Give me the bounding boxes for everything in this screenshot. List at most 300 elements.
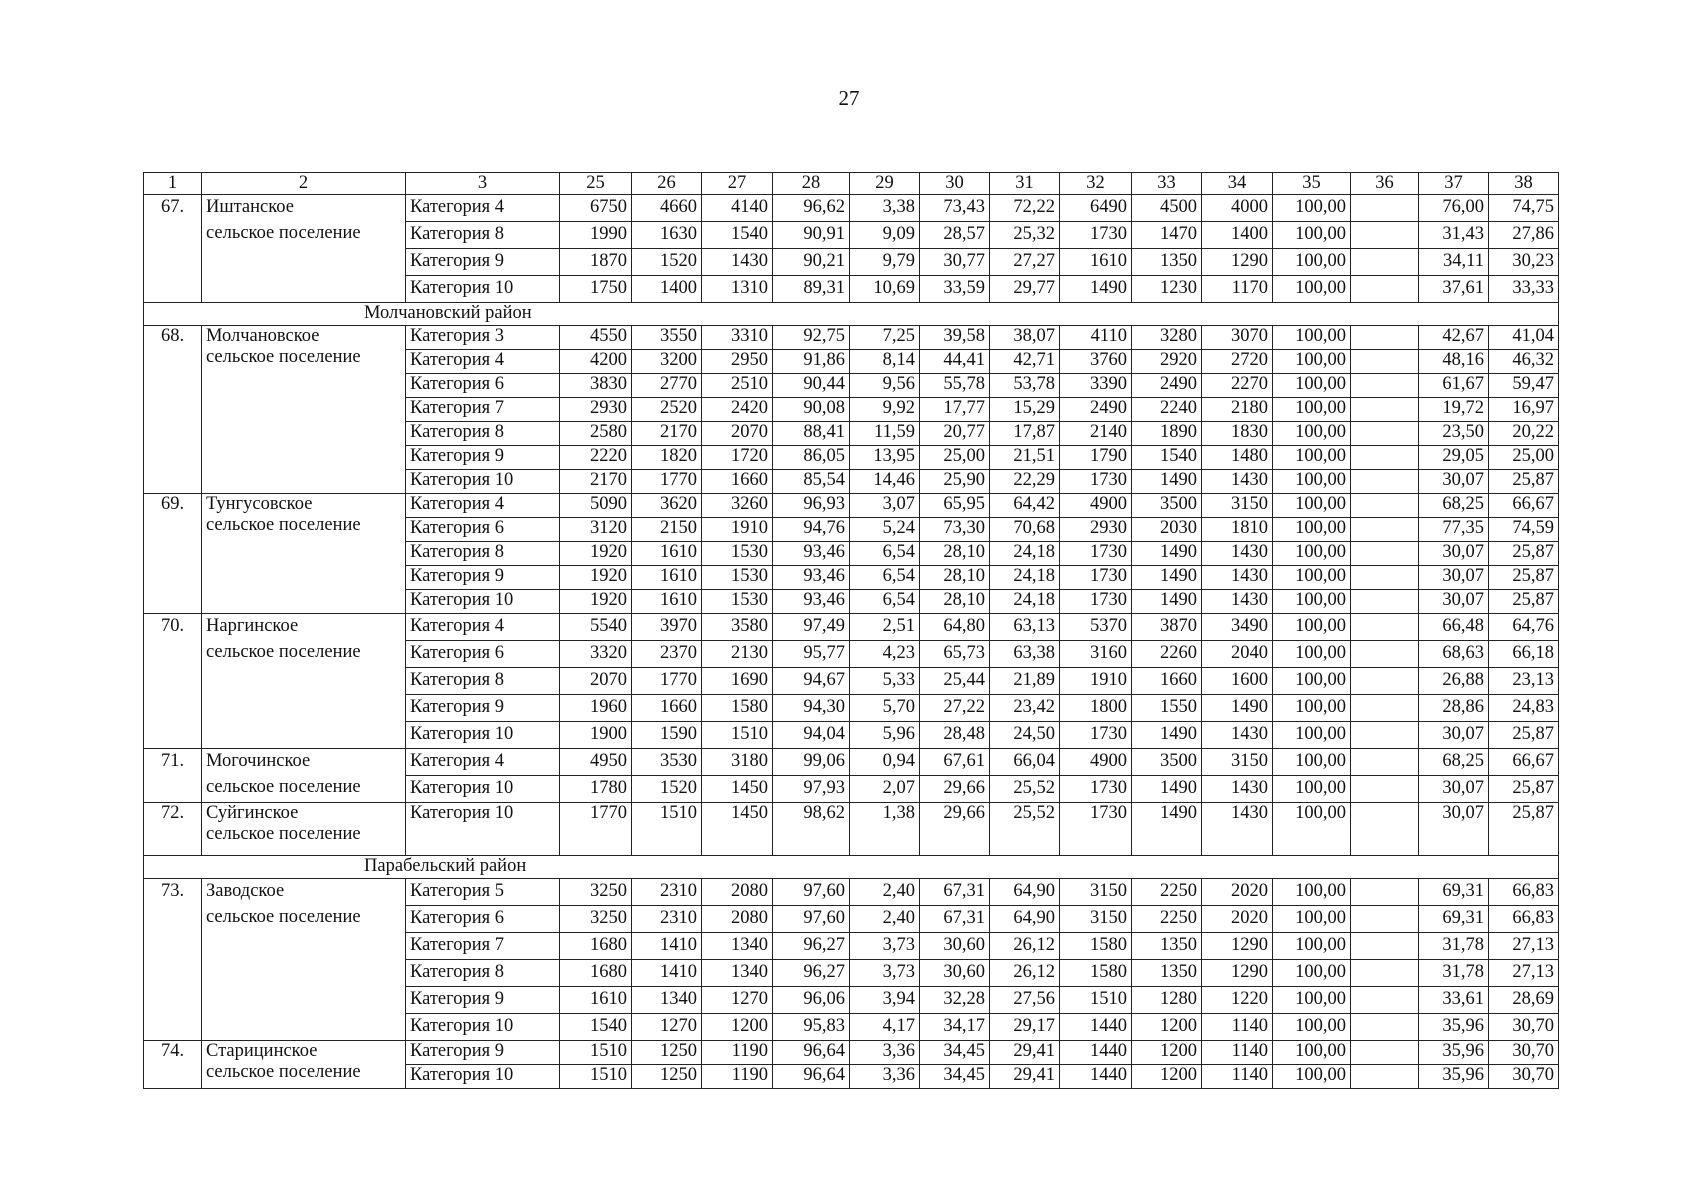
table-row	[144, 803, 1559, 856]
value-cell: 2070	[702, 422, 773, 446]
value-cell: 1140	[1202, 1014, 1273, 1041]
value-cell: 3550	[632, 326, 702, 350]
value-cell: 3280	[1132, 326, 1202, 350]
value-cell: 5,24	[850, 518, 920, 542]
category-cell: Категория 6	[406, 374, 560, 398]
value-cell: 30,07	[1419, 566, 1489, 590]
row-number: 73.	[144, 879, 202, 1041]
value-cell: 66,48	[1419, 614, 1489, 641]
value-cell: 94,30	[773, 695, 850, 722]
value-cell: 6,54	[850, 590, 920, 614]
value-cell: 3,36	[850, 1041, 920, 1065]
value-cell: 2950	[702, 350, 773, 374]
value-cell: 1280	[1132, 987, 1202, 1014]
value-cell: 29,41	[990, 1041, 1060, 1065]
value-cell: 68,25	[1419, 749, 1489, 776]
category-cell: Категория 10	[406, 470, 560, 494]
value-cell: 1450	[702, 803, 773, 856]
value-cell: 96,27	[773, 960, 850, 987]
value-cell: 3970	[632, 614, 702, 641]
category-cell: Категория 10	[406, 803, 560, 856]
value-cell: 55,78	[920, 374, 990, 398]
value-cell: 5,33	[850, 668, 920, 695]
value-cell: 1900	[560, 722, 632, 749]
value-cell: 1350	[1132, 933, 1202, 960]
value-cell: 100,00	[1273, 350, 1351, 374]
value-cell	[1351, 987, 1419, 1014]
value-cell: 2370	[632, 641, 702, 668]
value-cell: 1480	[1202, 446, 1273, 470]
value-cell: 70,68	[990, 518, 1060, 542]
value-cell: 96,06	[773, 987, 850, 1014]
value-cell: 3180	[702, 749, 773, 776]
category-cell: Категория 8	[406, 222, 560, 249]
value-cell: 41,04	[1489, 326, 1559, 350]
value-cell: 66,67	[1489, 494, 1559, 518]
value-cell: 25,87	[1489, 470, 1559, 494]
value-cell	[1351, 195, 1419, 222]
value-cell: 2130	[702, 641, 773, 668]
value-cell: 2040	[1202, 641, 1273, 668]
value-cell: 30,07	[1419, 470, 1489, 494]
value-cell: 1430	[1202, 776, 1273, 803]
value-cell: 1830	[1202, 422, 1273, 446]
value-cell: 23,50	[1419, 422, 1489, 446]
value-cell: 100,00	[1273, 518, 1351, 542]
table-row	[144, 494, 1559, 518]
value-cell: 100,00	[1273, 542, 1351, 566]
value-cell: 1680	[560, 960, 632, 987]
value-cell: 61,67	[1419, 374, 1489, 398]
value-cell: 1600	[1202, 668, 1273, 695]
value-cell: 24,50	[990, 722, 1060, 749]
value-cell: 1430	[1202, 590, 1273, 614]
value-cell: 28,69	[1489, 987, 1559, 1014]
value-cell: 94,67	[773, 668, 850, 695]
value-cell	[1351, 494, 1419, 518]
value-cell: 1610	[560, 987, 632, 1014]
value-cell: 32,28	[920, 987, 990, 1014]
value-cell: 27,56	[990, 987, 1060, 1014]
value-cell: 1540	[702, 222, 773, 249]
value-cell: 28,86	[1419, 695, 1489, 722]
value-cell: 25,00	[920, 446, 990, 470]
value-cell: 3530	[632, 749, 702, 776]
value-cell: 13,95	[850, 446, 920, 470]
value-cell: 2720	[1202, 350, 1273, 374]
value-cell: 1510	[560, 1065, 632, 1089]
settlement-name	[202, 879, 406, 1041]
value-cell: 72,22	[990, 195, 1060, 222]
settlement-title: Суйгинское	[206, 803, 299, 823]
value-cell: 96,62	[773, 195, 850, 222]
value-cell: 67,31	[920, 879, 990, 906]
value-cell: 3250	[560, 906, 632, 933]
value-cell: 2070	[560, 668, 632, 695]
value-cell: 28,10	[920, 566, 990, 590]
value-cell: 25,90	[920, 470, 990, 494]
value-cell	[1351, 518, 1419, 542]
value-cell: 39,58	[920, 326, 990, 350]
settlement-name	[202, 803, 406, 856]
value-cell: 1430	[1202, 470, 1273, 494]
value-cell: 2020	[1202, 879, 1273, 906]
row-number: 67.	[144, 195, 202, 303]
value-cell: 1140	[1202, 1065, 1273, 1089]
value-cell: 64,42	[990, 494, 1060, 518]
column-header: 34	[1202, 173, 1273, 195]
value-cell: 29,66	[920, 803, 990, 856]
value-cell: 1690	[702, 668, 773, 695]
value-cell: 30,70	[1489, 1041, 1559, 1065]
value-cell: 67,61	[920, 749, 990, 776]
value-cell: 29,05	[1419, 446, 1489, 470]
value-cell: 64,90	[990, 906, 1060, 933]
value-cell: 96,93	[773, 494, 850, 518]
category-cell: Категория 4	[406, 350, 560, 374]
value-cell: 2030	[1132, 518, 1202, 542]
column-header: 3	[406, 173, 560, 195]
category-cell: Категория 9	[406, 446, 560, 470]
value-cell: 85,54	[773, 470, 850, 494]
row-number: 70.	[144, 614, 202, 749]
table-row	[144, 195, 1559, 222]
value-cell: 31,43	[1419, 222, 1489, 249]
value-cell: 1920	[560, 542, 632, 566]
value-cell: 2150	[632, 518, 702, 542]
value-cell: 1290	[1202, 933, 1273, 960]
value-cell: 100,00	[1273, 933, 1351, 960]
value-cell: 1140	[1202, 1041, 1273, 1065]
category-cell: Категория 10	[406, 276, 560, 303]
value-cell: 1430	[702, 249, 773, 276]
value-cell: 9,09	[850, 222, 920, 249]
value-cell: 27,86	[1489, 222, 1559, 249]
value-cell: 3250	[560, 879, 632, 906]
category-cell: Категория 6	[406, 641, 560, 668]
value-cell: 27,13	[1489, 960, 1559, 987]
value-cell: 0,94	[850, 749, 920, 776]
value-cell: 8,14	[850, 350, 920, 374]
value-cell	[1351, 879, 1419, 906]
value-cell	[1351, 749, 1419, 776]
value-cell: 17,87	[990, 422, 1060, 446]
settlement-type: сельское поселение	[206, 1062, 361, 1082]
value-cell	[1351, 249, 1419, 276]
value-cell: 1730	[1060, 222, 1132, 249]
value-cell: 1590	[632, 722, 702, 749]
settlement-type: сельское поселение	[206, 907, 361, 927]
value-cell: 1530	[702, 590, 773, 614]
value-cell: 100,00	[1273, 695, 1351, 722]
value-cell: 97,60	[773, 879, 850, 906]
page-number: 27	[838, 86, 860, 110]
value-cell: 100,00	[1273, 494, 1351, 518]
value-cell: 3500	[1132, 494, 1202, 518]
value-cell: 64,80	[920, 614, 990, 641]
value-cell: 35,96	[1419, 1041, 1489, 1065]
value-cell: 4660	[632, 195, 702, 222]
table-row	[144, 614, 1559, 641]
category-cell: Категория 9	[406, 249, 560, 276]
table-row	[144, 879, 1559, 906]
value-cell	[1351, 933, 1419, 960]
value-cell: 25,87	[1489, 590, 1559, 614]
value-cell: 1920	[560, 566, 632, 590]
category-cell: Категория 8	[406, 542, 560, 566]
value-cell: 3260	[702, 494, 773, 518]
value-cell: 30,70	[1489, 1065, 1559, 1089]
value-cell: 4,17	[850, 1014, 920, 1041]
value-cell: 23,42	[990, 695, 1060, 722]
value-cell: 1200	[702, 1014, 773, 1041]
value-cell: 30,07	[1419, 776, 1489, 803]
value-cell: 3310	[702, 326, 773, 350]
column-header: 38	[1489, 173, 1559, 195]
value-cell: 97,93	[773, 776, 850, 803]
value-cell: 42,67	[1419, 326, 1489, 350]
value-cell: 1430	[1202, 566, 1273, 590]
settlement-title: Наргинское	[206, 616, 299, 636]
value-cell: 1270	[632, 1014, 702, 1041]
value-cell: 6490	[1060, 195, 1132, 222]
value-cell: 1250	[632, 1041, 702, 1065]
value-cell: 1490	[1132, 776, 1202, 803]
value-cell: 2020	[1202, 906, 1273, 933]
value-cell: 3,73	[850, 933, 920, 960]
value-cell: 11,59	[850, 422, 920, 446]
value-cell: 2170	[560, 470, 632, 494]
column-header: 26	[632, 173, 702, 195]
value-cell: 6750	[560, 195, 632, 222]
value-cell: 27,27	[990, 249, 1060, 276]
value-cell: 1430	[1202, 542, 1273, 566]
value-cell: 96,64	[773, 1041, 850, 1065]
value-cell: 3,73	[850, 960, 920, 987]
value-cell: 3150	[1202, 494, 1273, 518]
value-cell: 1350	[1132, 960, 1202, 987]
value-cell: 42,71	[990, 350, 1060, 374]
data-table	[143, 172, 1559, 1089]
value-cell	[1351, 1014, 1419, 1041]
settlement-title: Молчановское	[206, 326, 320, 346]
value-cell: 69,31	[1419, 906, 1489, 933]
value-cell: 5370	[1060, 614, 1132, 641]
value-cell: 29,66	[920, 776, 990, 803]
value-cell: 28,10	[920, 542, 990, 566]
value-cell: 4200	[560, 350, 632, 374]
value-cell: 100,00	[1273, 1014, 1351, 1041]
value-cell: 22,29	[990, 470, 1060, 494]
value-cell: 2310	[632, 879, 702, 906]
row-number: 71.	[144, 749, 202, 803]
column-header: 35	[1273, 173, 1351, 195]
district-row	[144, 303, 1559, 326]
value-cell: 1440	[1060, 1065, 1132, 1089]
settlement-name	[202, 749, 406, 803]
value-cell: 1790	[1060, 446, 1132, 470]
value-cell: 100,00	[1273, 803, 1351, 856]
category-cell: Категория 8	[406, 960, 560, 987]
value-cell: 90,21	[773, 249, 850, 276]
value-cell: 7,25	[850, 326, 920, 350]
district-name: Молчановский район	[144, 303, 1559, 326]
value-cell: 100,00	[1273, 776, 1351, 803]
settlement-name	[202, 614, 406, 749]
column-header: 29	[850, 173, 920, 195]
value-cell: 25,87	[1489, 542, 1559, 566]
value-cell: 1720	[702, 446, 773, 470]
value-cell: 2580	[560, 422, 632, 446]
value-cell: 1490	[1132, 590, 1202, 614]
value-cell: 1170	[1202, 276, 1273, 303]
category-cell: Категория 8	[406, 668, 560, 695]
value-cell: 1610	[1060, 249, 1132, 276]
category-cell: Категория 9	[406, 695, 560, 722]
column-header: 27	[702, 173, 773, 195]
value-cell	[1351, 803, 1419, 856]
value-cell: 9,92	[850, 398, 920, 422]
category-cell: Категория 4	[406, 494, 560, 518]
value-cell: 100,00	[1273, 446, 1351, 470]
value-cell: 59,47	[1489, 374, 1559, 398]
value-cell: 3200	[632, 350, 702, 374]
value-cell: 100,00	[1273, 276, 1351, 303]
value-cell: 100,00	[1273, 722, 1351, 749]
value-cell: 4,23	[850, 641, 920, 668]
value-cell: 4550	[560, 326, 632, 350]
settlement-type: сельское поселение	[206, 223, 361, 243]
value-cell: 1770	[632, 470, 702, 494]
value-cell: 1490	[1132, 542, 1202, 566]
value-cell: 30,23	[1489, 249, 1559, 276]
value-cell: 65,73	[920, 641, 990, 668]
value-cell: 1770	[632, 668, 702, 695]
value-cell: 46,32	[1489, 350, 1559, 374]
value-cell: 1250	[632, 1065, 702, 1089]
value-cell: 4110	[1060, 326, 1132, 350]
value-cell: 34,11	[1419, 249, 1489, 276]
value-cell: 1220	[1202, 987, 1273, 1014]
column-header: 37	[1419, 173, 1489, 195]
value-cell: 100,00	[1273, 566, 1351, 590]
value-cell: 89,31	[773, 276, 850, 303]
district-row	[144, 856, 1559, 879]
value-cell: 3150	[1060, 879, 1132, 906]
row-number: 74.	[144, 1041, 202, 1089]
value-cell: 90,44	[773, 374, 850, 398]
value-cell	[1351, 1065, 1419, 1089]
value-cell: 1430	[1202, 803, 1273, 856]
column-header: 2	[202, 173, 406, 195]
value-cell	[1351, 960, 1419, 987]
value-cell: 1780	[560, 776, 632, 803]
value-cell: 1410	[632, 933, 702, 960]
value-cell: 6,54	[850, 566, 920, 590]
value-cell	[1351, 446, 1419, 470]
value-cell: 64,76	[1489, 614, 1559, 641]
value-cell: 38,07	[990, 326, 1060, 350]
category-cell: Категория 3	[406, 326, 560, 350]
value-cell: 100,00	[1273, 590, 1351, 614]
column-header: 31	[990, 173, 1060, 195]
value-cell: 69,31	[1419, 879, 1489, 906]
value-cell: 66,83	[1489, 906, 1559, 933]
value-cell: 4000	[1202, 195, 1273, 222]
value-cell	[1351, 1041, 1419, 1065]
category-cell: Категория 10	[406, 776, 560, 803]
value-cell: 25,87	[1489, 803, 1559, 856]
value-cell: 94,76	[773, 518, 850, 542]
value-cell: 68,63	[1419, 641, 1489, 668]
column-header: 36	[1351, 173, 1419, 195]
settlement-name	[202, 326, 406, 494]
value-cell: 66,67	[1489, 749, 1559, 776]
settlement-type: сельское поселение	[206, 824, 361, 844]
settlement-title: Могочинское	[206, 751, 311, 771]
settlement-title: Тунгусовское	[206, 494, 313, 514]
value-cell: 1660	[702, 470, 773, 494]
value-cell: 4900	[1060, 749, 1132, 776]
value-cell: 3150	[1202, 749, 1273, 776]
value-cell: 2310	[632, 906, 702, 933]
value-cell: 1340	[702, 933, 773, 960]
settlement-title: Заводское	[206, 881, 285, 901]
value-cell: 100,00	[1273, 222, 1351, 249]
value-cell: 86,05	[773, 446, 850, 470]
value-cell: 100,00	[1273, 1041, 1351, 1065]
value-cell: 66,18	[1489, 641, 1559, 668]
value-cell: 34,45	[920, 1041, 990, 1065]
value-cell	[1351, 350, 1419, 374]
value-cell: 99,06	[773, 749, 850, 776]
value-cell: 74,75	[1489, 195, 1559, 222]
value-cell: 2170	[632, 422, 702, 446]
value-cell: 88,41	[773, 422, 850, 446]
value-cell: 1730	[1060, 803, 1132, 856]
value-cell: 90,91	[773, 222, 850, 249]
value-cell: 1,38	[850, 803, 920, 856]
category-cell: Категория 6	[406, 518, 560, 542]
value-cell: 28,48	[920, 722, 990, 749]
value-cell: 100,00	[1273, 249, 1351, 276]
value-cell: 2080	[702, 906, 773, 933]
category-cell: Категория 9	[406, 566, 560, 590]
value-cell: 2240	[1132, 398, 1202, 422]
value-cell: 100,00	[1273, 987, 1351, 1014]
value-cell: 2,51	[850, 614, 920, 641]
value-cell: 1410	[632, 960, 702, 987]
value-cell: 63,38	[990, 641, 1060, 668]
value-cell	[1351, 276, 1419, 303]
value-cell: 5090	[560, 494, 632, 518]
value-cell: 1340	[632, 987, 702, 1014]
value-cell: 1910	[1060, 668, 1132, 695]
settlement-name	[202, 195, 406, 303]
value-cell: 5,70	[850, 695, 920, 722]
value-cell: 3,36	[850, 1065, 920, 1089]
value-cell: 3,38	[850, 195, 920, 222]
value-cell: 1810	[1202, 518, 1273, 542]
settlement-title: Старицинское	[206, 1041, 318, 1061]
value-cell: 30,07	[1419, 542, 1489, 566]
value-cell: 63,13	[990, 614, 1060, 641]
value-cell: 3390	[1060, 374, 1132, 398]
value-cell: 1510	[632, 803, 702, 856]
value-cell: 2490	[1132, 374, 1202, 398]
value-cell: 3070	[1202, 326, 1273, 350]
value-cell: 1520	[632, 249, 702, 276]
